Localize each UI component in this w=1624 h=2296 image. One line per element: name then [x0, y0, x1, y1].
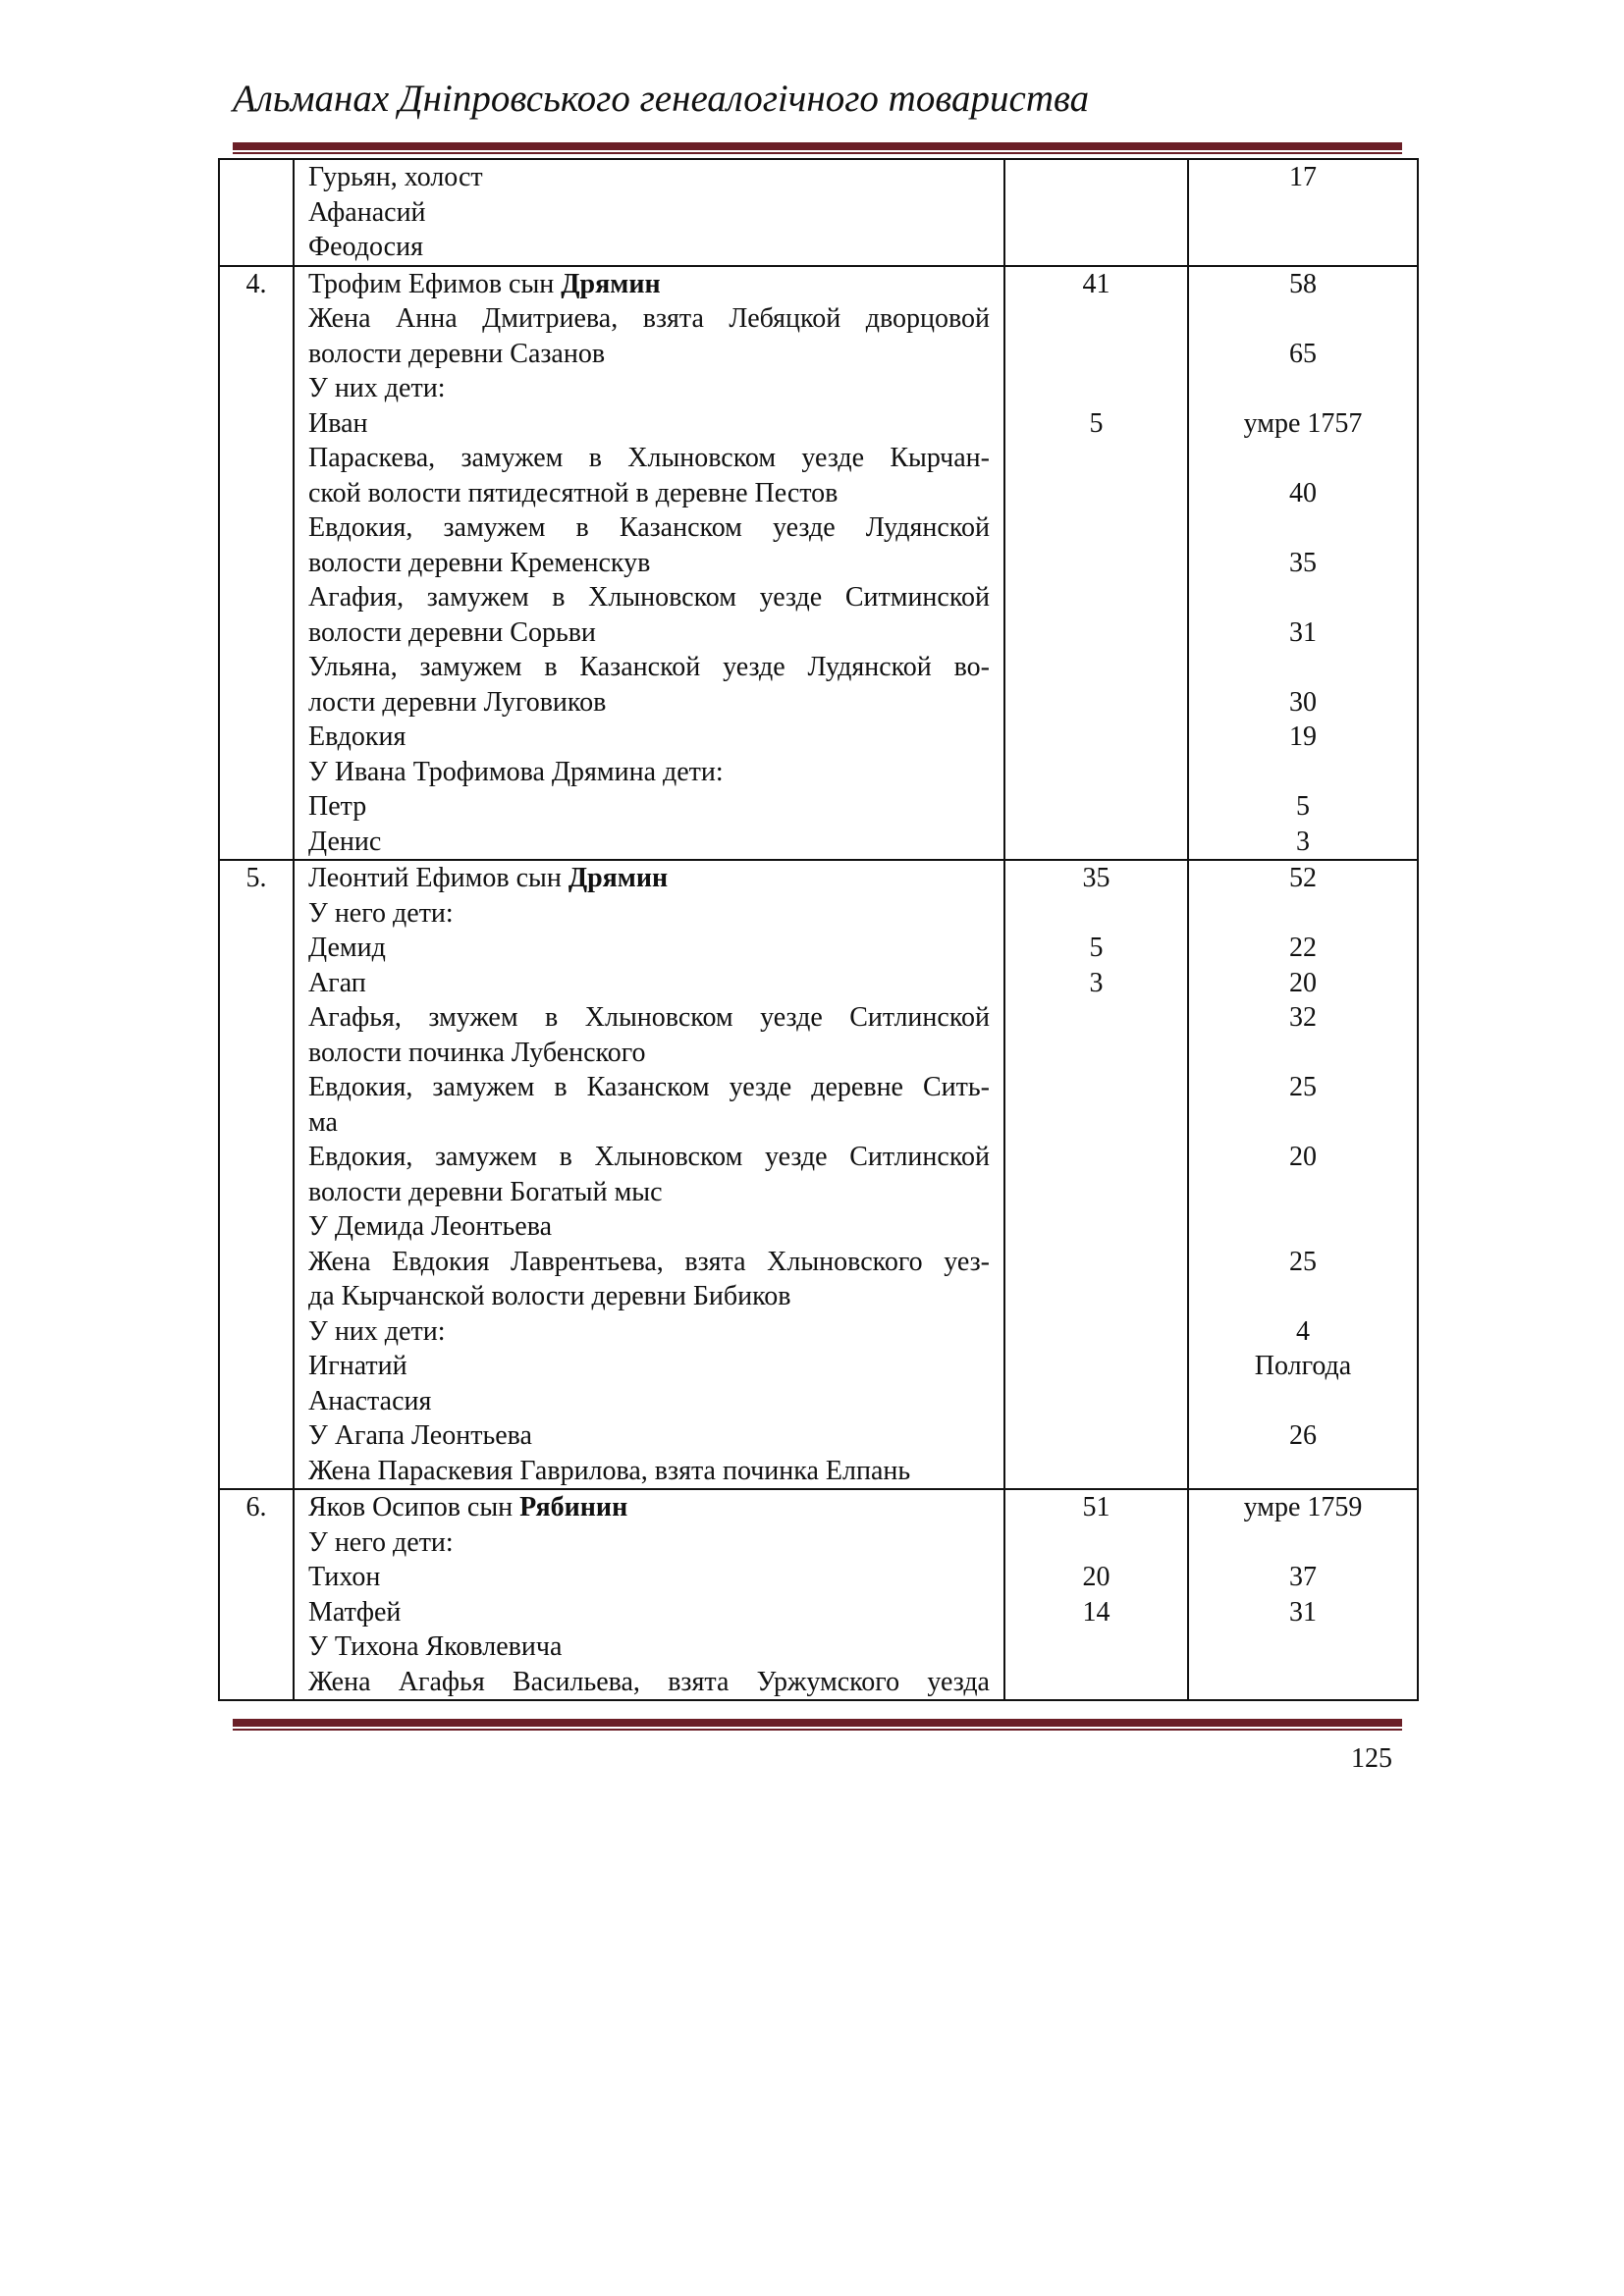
person-line: Петр [308, 791, 367, 822]
entry-number-cell [219, 159, 294, 266]
age-value-second: 20 [1289, 967, 1317, 998]
age-value-second [1189, 1279, 1417, 1314]
age-value-second: 25 [1289, 1246, 1317, 1277]
age-value-second: 30 [1289, 686, 1317, 718]
person-line: Денис [308, 826, 382, 857]
person-line: Ульяна, замужем в Казанской уезде Лудянской во- [308, 652, 990, 682]
age-value-second [1189, 1209, 1417, 1245]
person-line: Евдокия, замужем в Казанском уезде деревне Сить- [308, 1072, 990, 1102]
age-value-first [1005, 789, 1187, 825]
person-line: Яков Осипов сын Рябинин [308, 1492, 628, 1522]
age-value-second: 19 [1289, 721, 1317, 752]
surname: Дрямин [568, 863, 669, 893]
age-value-second [1189, 896, 1417, 932]
person-line: Леонтий Ефимов сын Дрямин [308, 863, 669, 893]
age-value-second: 26 [1289, 1420, 1317, 1451]
person-line: У Агапа Леонтьева [308, 1420, 532, 1451]
person-line: Евдокия, замужем в Казанском уезде Лудянской [308, 512, 990, 543]
age-value-first [1005, 1245, 1187, 1280]
age-first-census-cell [1004, 860, 1188, 1489]
person-line: волости деревни Сорьви [308, 616, 596, 648]
entry-number-cell [219, 266, 294, 861]
person-line: Трофим Ефимов сын Дрямин [308, 268, 661, 299]
age-value-second: 37 [1289, 1562, 1317, 1592]
age-value-second [1189, 230, 1417, 265]
age-value-first [1005, 1209, 1187, 1245]
entry-number: 6. [245, 1492, 267, 1522]
person-line: У Ивана Трофимова Дрямина дети: [308, 756, 724, 787]
age-value-second: 25 [1289, 1072, 1317, 1102]
person-line: У них дети: [308, 1315, 446, 1347]
age-value-first [1005, 755, 1187, 790]
person-line: Демид [308, 933, 386, 963]
person-line: волости деревни Сазанов [308, 338, 606, 369]
age-value-first [1005, 825, 1187, 860]
age-value-first [1005, 1279, 1187, 1314]
person-line: Феодосия [308, 232, 423, 262]
age-value-first [1005, 195, 1187, 231]
age-value-first [1005, 337, 1187, 372]
age-first-census-cell [1004, 1489, 1188, 1700]
entry-text-cell [294, 1489, 1004, 1700]
age-value-second [1189, 1629, 1417, 1665]
age-value-first: 51 [1082, 1492, 1110, 1522]
age-value-second [1189, 301, 1417, 337]
age-second-census-cell [1188, 1489, 1418, 1700]
person-line: Тихон [308, 1562, 381, 1592]
entry-text-cell [294, 266, 1004, 861]
age-value-first [1005, 720, 1187, 755]
age-value-first [1005, 615, 1187, 651]
entry-number-cell [219, 1489, 294, 1700]
age-value-second: 20 [1289, 1142, 1317, 1172]
age-value-second: Полгода [1254, 1351, 1352, 1381]
age-value-first [1005, 1140, 1187, 1175]
age-value-second: 5 [1296, 791, 1310, 822]
footer-divider [233, 1719, 1402, 1731]
age-value-second: 35 [1289, 547, 1317, 578]
genealogy-table [218, 158, 1419, 1701]
age-value-first [1005, 1418, 1187, 1454]
age-value-first [1005, 441, 1187, 476]
person-line: волости деревни Кременскув [308, 547, 651, 578]
age-value-first [1005, 1314, 1187, 1350]
age-second-census-cell [1188, 266, 1418, 861]
age-value-first: 20 [1082, 1562, 1110, 1592]
age-value-first [1005, 1349, 1187, 1384]
age-value-first [1005, 1175, 1187, 1210]
age-value-first [1005, 1665, 1187, 1700]
age-value-first: 5 [1089, 407, 1104, 439]
person-line: Анастасия [308, 1385, 432, 1416]
entry-number [220, 160, 293, 195]
age-value-first [1005, 1105, 1187, 1141]
age-value-second [1189, 1525, 1417, 1561]
age-value-second [1189, 580, 1417, 615]
person-line: Агап [308, 967, 366, 998]
age-value-first: 5 [1089, 933, 1104, 963]
age-value-first [1005, 1525, 1187, 1561]
age-value-second [1189, 1454, 1417, 1489]
person-line: Иван [308, 407, 368, 439]
age-value-second: 40 [1289, 477, 1317, 508]
surname: Дрямин [561, 268, 661, 299]
age-first-census-cell [1004, 159, 1188, 266]
age-value-first [1005, 1384, 1187, 1419]
age-value-second [1189, 1105, 1417, 1141]
table-row [219, 1489, 1418, 1700]
age-value-first: 41 [1082, 268, 1110, 299]
person-line: У него дети: [308, 1526, 454, 1558]
age-value-first [1005, 896, 1187, 932]
age-value-second [1189, 1036, 1417, 1071]
age-value-first [1005, 301, 1187, 337]
person-line: Жена Евдокия Лаврентьева, взята Хлыновского уез- [308, 1246, 990, 1277]
age-value-second: 4 [1296, 1315, 1310, 1347]
age-value-second [1189, 510, 1417, 546]
age-value-first [1005, 371, 1187, 406]
surname: Рябинин [519, 1492, 628, 1522]
age-first-census-cell [1004, 266, 1188, 861]
age-value-first [1005, 1070, 1187, 1105]
person-line: Жена Агафья Васильева, взята Уржумского уезда [308, 1666, 990, 1697]
age-value-second: умре 1759 [1243, 1492, 1363, 1522]
person-line: Евдокия [308, 721, 406, 752]
age-value-first [1005, 1000, 1187, 1036]
age-value-second: 31 [1289, 1596, 1317, 1628]
person-line: Гурьян, холост [308, 162, 483, 192]
person-line: лости деревни Луговиков [308, 686, 607, 718]
age-value-second [1189, 1175, 1417, 1210]
age-value-second [1189, 371, 1417, 406]
person-line: Жена Анна Дмитриева, взята Лебяцкой дворцовой [308, 303, 990, 334]
person-line: Параскева, замужем в Хлыновском уезде Кырчан- [308, 443, 990, 473]
age-value-second: 3 [1296, 826, 1310, 857]
person-line: У Тихона Яковлевича [308, 1631, 563, 1662]
age-value-first [1005, 510, 1187, 546]
person-line: У Демида Леонтьева [308, 1211, 552, 1242]
age-value-first [1005, 685, 1187, 721]
entry-number: 5. [245, 863, 267, 893]
person-line: волости починка Лубенского [308, 1037, 646, 1068]
age-value-second [1189, 195, 1417, 231]
age-value-first [1005, 1629, 1187, 1665]
age-value-second: умре 1757 [1243, 407, 1363, 439]
table-row [219, 266, 1418, 861]
age-value-second: 32 [1289, 1002, 1317, 1033]
person-line: Евдокия, замужем в Хлыновском уезде Ситлинской [308, 1142, 990, 1172]
age-value-second: 22 [1289, 933, 1317, 963]
age-value-first [1005, 1036, 1187, 1071]
age-value-first [1005, 1454, 1187, 1489]
page-number: 125 [1351, 1743, 1392, 1774]
age-value-first [1005, 546, 1187, 581]
age-value-first: 14 [1082, 1596, 1110, 1628]
age-value-first [1005, 160, 1187, 195]
person-line: Матфей [308, 1596, 402, 1628]
entry-text-cell [294, 860, 1004, 1489]
person-line: Жена Параскевия Гаврилова, взята починка Елпань [308, 1455, 911, 1486]
age-value-first [1005, 580, 1187, 615]
age-value-first: 3 [1089, 967, 1104, 998]
person-line: ма [308, 1106, 338, 1138]
age-value-second [1189, 755, 1417, 790]
age-value-second: 52 [1289, 863, 1317, 893]
age-value-second: 31 [1289, 616, 1317, 648]
age-value-second: 65 [1289, 338, 1317, 369]
age-value-second: 58 [1289, 268, 1317, 299]
header-divider [233, 142, 1402, 154]
age-value-first [1005, 476, 1187, 511]
entry-number-cell [219, 860, 294, 1489]
age-value-second [1189, 441, 1417, 476]
age-second-census-cell [1188, 159, 1418, 266]
person-line: да Кырчанской волости деревни Бибиков [308, 1281, 791, 1311]
journal-header-title: Альманах Дніпровського генеалогічного товариства [233, 78, 1090, 120]
age-value-second [1189, 1665, 1417, 1700]
person-line: Игнатий [308, 1351, 407, 1381]
age-value-second [1189, 1384, 1417, 1419]
age-second-census-cell [1188, 860, 1418, 1489]
person-line: У них дети: [308, 373, 446, 403]
table-row [219, 159, 1418, 266]
age-value-first: 35 [1082, 863, 1110, 893]
age-value-second [1189, 650, 1417, 685]
person-line: ской волости пятидесятной в деревне Пестов [308, 477, 839, 508]
person-line: Афанасий [308, 196, 426, 228]
person-line: Агафья, змужем в Хлыновском уезде Ситлинской [308, 1002, 990, 1033]
age-value-first [1005, 230, 1187, 265]
age-value-second: 17 [1289, 162, 1317, 192]
age-value-first [1005, 650, 1187, 685]
person-line: У него дети: [308, 897, 454, 929]
entry-text-cell [294, 159, 1004, 266]
table-row [219, 860, 1418, 1489]
person-line: Агафия, замужем в Хлыновском уезде Ситминской [308, 582, 990, 613]
entry-number: 4. [245, 268, 267, 299]
person-line: волости деревни Богатый мыс [308, 1176, 663, 1207]
